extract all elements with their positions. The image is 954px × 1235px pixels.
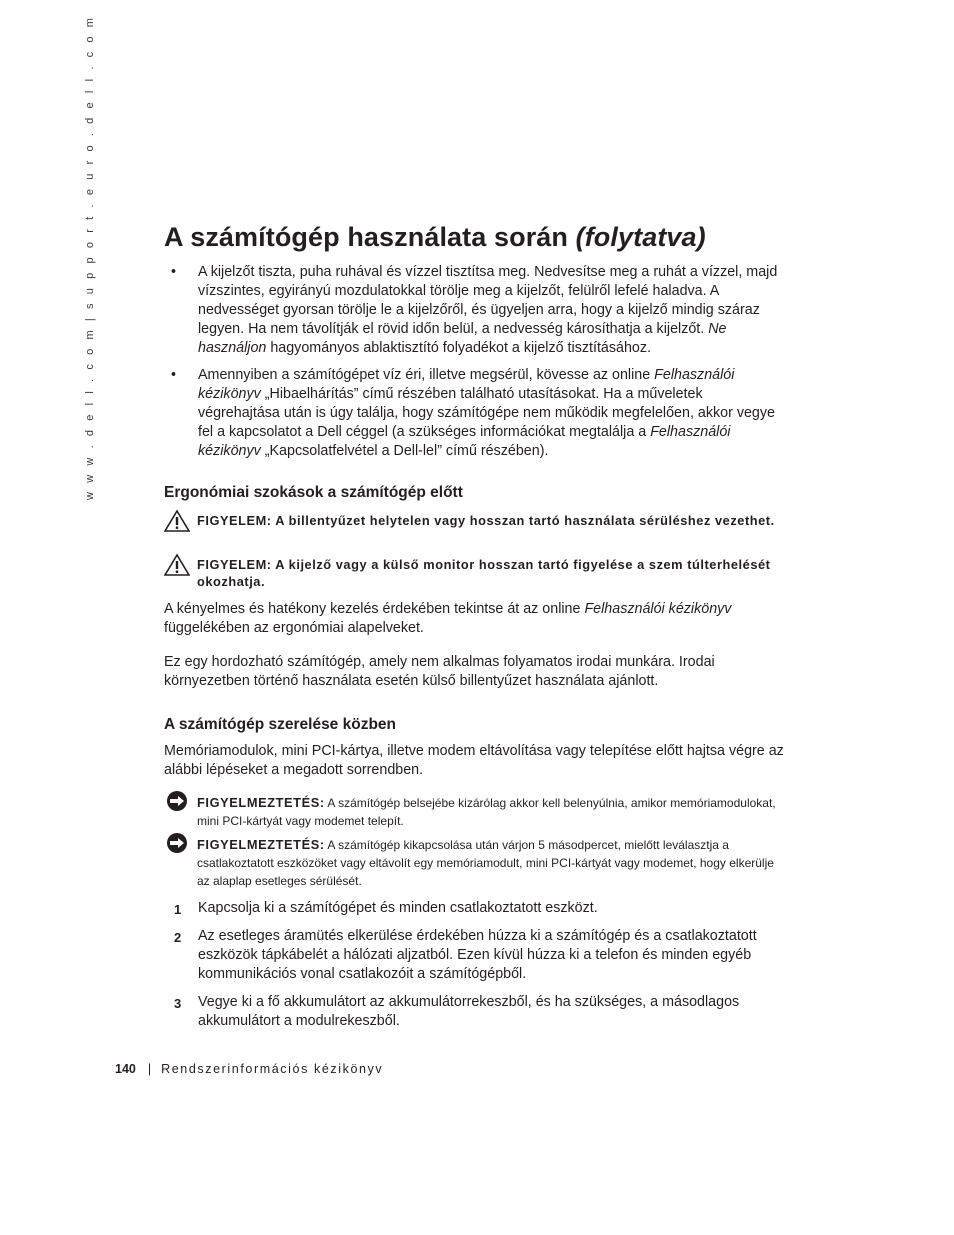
page-number: 140 (115, 1062, 136, 1076)
caution-text (197, 836, 784, 890)
step-text: Vegye ki a fő akkumulátort az akkumulátorrekeszből, és ha szükséges, a másodlagos akkumulátort a modulrekeszből. (198, 994, 740, 1029)
paragraph-text-part: A kényelmes és hatékony kezelés érdekében tekintse át az online (164, 601, 585, 617)
section-heading-ergonomics: Ergonómiai szokások a számítógép előtt (164, 484, 463, 501)
bullet-italic: Felhasználói kézikönyv (198, 424, 731, 459)
ergonomics-paragraph (164, 600, 784, 638)
bullet-list (164, 263, 784, 469)
caution-note (164, 836, 784, 890)
footer-separator: | (147, 1062, 152, 1076)
step-number: 1 (174, 902, 182, 917)
caution-label: FIGYELMEZTETÉS: (197, 795, 325, 810)
list-item (164, 899, 784, 918)
warning-note (164, 556, 784, 590)
caution-body: A számítógép kikapcsolása után várjon 5 másodpercet, mielőtt leválasztja a csatlakoztatott eszközöket vagy eltávolít egy memóriamodult, mini PCI-kártyát vagy modemet, hogy elkerülje az alaplap esetleges sérülését. (197, 838, 774, 888)
step-text: Az esetleges áramütés elkerülése érdekében húzza ki a számítógép és a csatlakoztatott eszközök tápkábelét a hálózati aljzatból. Ezen kívül húzza ki a telefon és minden egyéb kommunikációs vonal csatlakozóit a számítógépből. (198, 928, 757, 982)
portable-paragraph: Ez egy hordozható számítógép, amely nem alkalmas folyamatos irodai munkára. Irodai környezetben történő használata esetén külső billentyűzet használata ajánlott. (164, 654, 715, 689)
caution-note (164, 794, 784, 830)
caution-icon (164, 791, 190, 815)
bullet: • (171, 264, 177, 280)
title-continued: (folytatva) (575, 222, 706, 252)
bullet-text-part: „Hibaelhárítás” című részében található utasításokat. Ha a műveletek végrehajtása után is úgy találja, hogy számítógépe nem működik megfelelően, akkor vegye fel a kapcsolatot a Dell céggel (a szükséges információkat megtalálja a (198, 386, 775, 440)
bullet-text (198, 366, 784, 461)
warning-triangle-icon (164, 509, 190, 533)
paragraph-text-part: függelékében az ergonómiai alapelveket. (164, 620, 424, 636)
bullet-text-part: „Kapcsolatfelvétel a Dell-lel” című részében). (260, 443, 549, 459)
step-number: 3 (174, 996, 182, 1011)
caution-label: FIGYELMEZTETÉS: (197, 837, 325, 852)
steps-list (164, 899, 784, 1040)
paragraph-italic: Felhasználói kézikönyv (584, 601, 732, 617)
title-main: A számítógép használata során (164, 222, 569, 252)
book-title: Rendszerinformációs kézikönyv (161, 1062, 384, 1076)
section-heading-assembly: A számítógép szerelése közben (164, 716, 397, 733)
step-text: Kapcsolja ki a számítógépet és minden csatlakoztatott eszközt. (198, 900, 598, 916)
warning-note (164, 512, 784, 529)
bullet-text (198, 263, 784, 358)
caution-body: A számítógép belsejébe kizárólag akkor kell belenyúlnia, amikor memóriamodulokat, mini PCI-kártyát vagy modemet telepít. (197, 796, 776, 828)
step-number: 2 (174, 930, 182, 945)
bullet-text-part: Amennyiben a számítógépet víz éri, illetve megsérül, kövesse az online (198, 367, 655, 383)
warning-text: FIGYELEM: A kijelző vagy a külső monitor hosszan tartó figyelése a szem túlterhelését okozhatja. (197, 557, 771, 589)
assembly-intro: Memóriamodulok, mini PCI-kártya, illetve modem eltávolítása vagy telepítése előtt hajtsa végre az alábbi lépéseket a megadott sorrendben. (164, 743, 784, 778)
page-title (164, 222, 706, 253)
list-item (164, 993, 784, 1031)
side-url: w w w . d e l l . c o m | s u p p o r t . e u r o . d e l l . c o m (84, 14, 96, 500)
bullet: • (171, 367, 177, 383)
warning-text: FIGYELEM: A billentyűzet helytelen vagy hosszan tartó használata sérüléshez vezethet. (197, 513, 775, 528)
list-item (164, 366, 784, 461)
bullet-italic: Felhasználói kézikönyv (198, 367, 735, 402)
list-item (164, 927, 784, 984)
bullet-text-part: A kijelzőt tiszta, puha ruhával és vízzel tisztítsa meg. Nedvesítse meg a ruhát a vízzel, majd vízszintes, egyirányú mozdulatokkal törölje meg a kijelzőt, felülről lefelé haladva. A nedvességet gyorsan törölje le a kijelzőről, és ügyeljen arra, hogy a kijelző mindig száraz legyen. Ha nem távolítják el rövid időn belül, a nedvesség károsíthatja a kijelzőt. (198, 264, 778, 337)
caution-icon (164, 833, 190, 857)
caution-text (197, 794, 784, 830)
list-item (164, 263, 784, 358)
page-footer (115, 1062, 383, 1076)
warning-triangle-icon (164, 553, 190, 577)
bullet-italic: Ne használjon (198, 321, 727, 356)
bullet-text-part: hagyományos ablaktisztító folyadékot a kijelző tisztításához. (266, 340, 651, 356)
